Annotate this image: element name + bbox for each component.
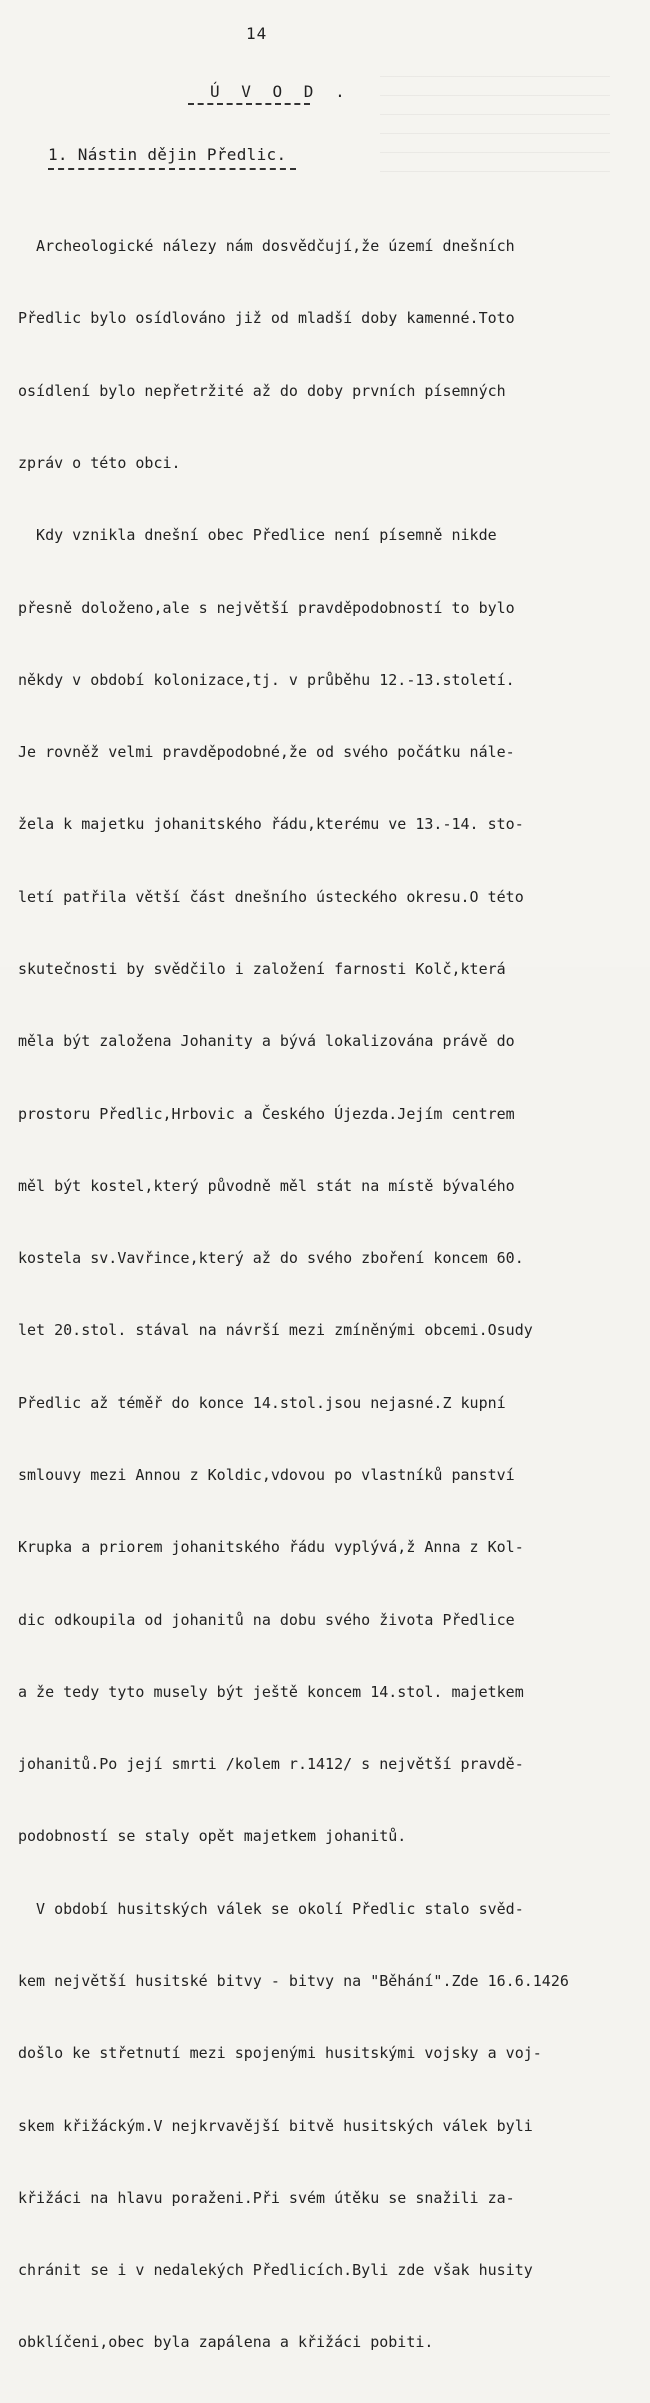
text-line-14: měl být kostel,který původně měl stát na místě bývalého [18,1176,515,1195]
text-line-25: kem největší husitské bitvy - bitvy na "Běhání".Zde 16.6.1426 [18,1971,569,1990]
text-line-18: smlouvy mezi Annou z Koldic,vdovou po vlastníků panství [18,1465,515,1484]
text-line-7: někdy v období kolonizace,tj. v průběhu 12.-13.století. [18,670,515,689]
text-line-11: skutečnosti by svědčilo i založení farnosti Kolč,která [18,960,506,978]
text-line-4: zpráv o této obci. [18,454,181,473]
text-line-10: letí patřila větší část dnešního ústeckého okresu.O této [18,887,524,906]
text-line-21: a že tedy tyto musely být ještě koncem 14.stol. majetkem [18,1682,524,1701]
text-line-5: Kdy vznikla dnešní obec Předlice není písemně nikde [18,526,497,545]
text-line-22: johanitů.Po její smrti /kolem r.1412/ s největší pravdě- [18,1755,524,1774]
text-line-8: Je rovněž velmi pravděpodobné,že od svého počátku nále- [18,743,515,762]
text-line-26: došlo ke střetnutí mezi spojenými husitskými vojsky a voj- [18,2044,542,2063]
text-line-9: žela k majetku johanitského řádu,kterému ve 13.-14. sto- [18,815,524,834]
faint-show-through [380,70,610,190]
text-line-17: Předlic až téměř do konce 14.stol.jsou nejasné.Z kupní [18,1393,506,1412]
text-line-27: skem křižáckým.V nejkrvavější bitvě husitských válek byli [18,2116,533,2135]
text-line-16: let 20.stol. stával na návrší mezi zmíněnými obcemi.Osudy [18,1321,533,1340]
chapter-title: Ú V O D . [210,82,351,101]
text-line-23: podobností se staly opět majetkem johanitů. [18,1827,407,1846]
text-line-1: Archeologické nálezy nám dosvědčují,že území dnešních [18,237,515,256]
text-line-2: Předlic bylo osídlováno již od mladší doby kamenné.Toto [18,309,515,328]
text-line-15: kostela sv.Vavřince,který až do svého zboření koncem 60. [18,1249,524,1268]
text-line-6: přesně doloženo,ale s největší pravděpodobností to bylo [18,598,515,617]
page-number: 14 [246,24,268,43]
text-line-13: prostoru Předlic,Hrbovic a Českého Újezda.Jejím centrem [18,1104,515,1123]
text-line-3: osídlení bylo nepřetržité až do doby prvních písemných [18,381,506,400]
section-heading: 1. Nástin dějin Předlic. [48,145,287,164]
text-line-28: křižáci na hlavu poraženi.Při svém útěku se snažili za- [18,2188,515,2207]
text-line-24: V období husitských válek se okolí Předlic stalo svěd- [18,1899,524,1918]
text-line-20: dic odkoupila od johanitů na dobu svého života Předlice [18,1610,515,1629]
text-line-30: obklíčeni,obec byla zapálena a křižáci pobiti. [18,2333,434,2352]
title-underline [188,103,310,105]
section-underline [48,168,296,170]
body-text [18,186,630,2403]
text-line-19: Krupka a priorem johanitského řádu vyplývá,ž Anna z Kol- [18,1538,524,1557]
text-line-29: chránit se i v nedalekých Předlicích.Byli zde však husity [18,2261,533,2280]
text-line-12: měla být založena Johanity a bývá lokalizována právě do [18,1032,515,1051]
